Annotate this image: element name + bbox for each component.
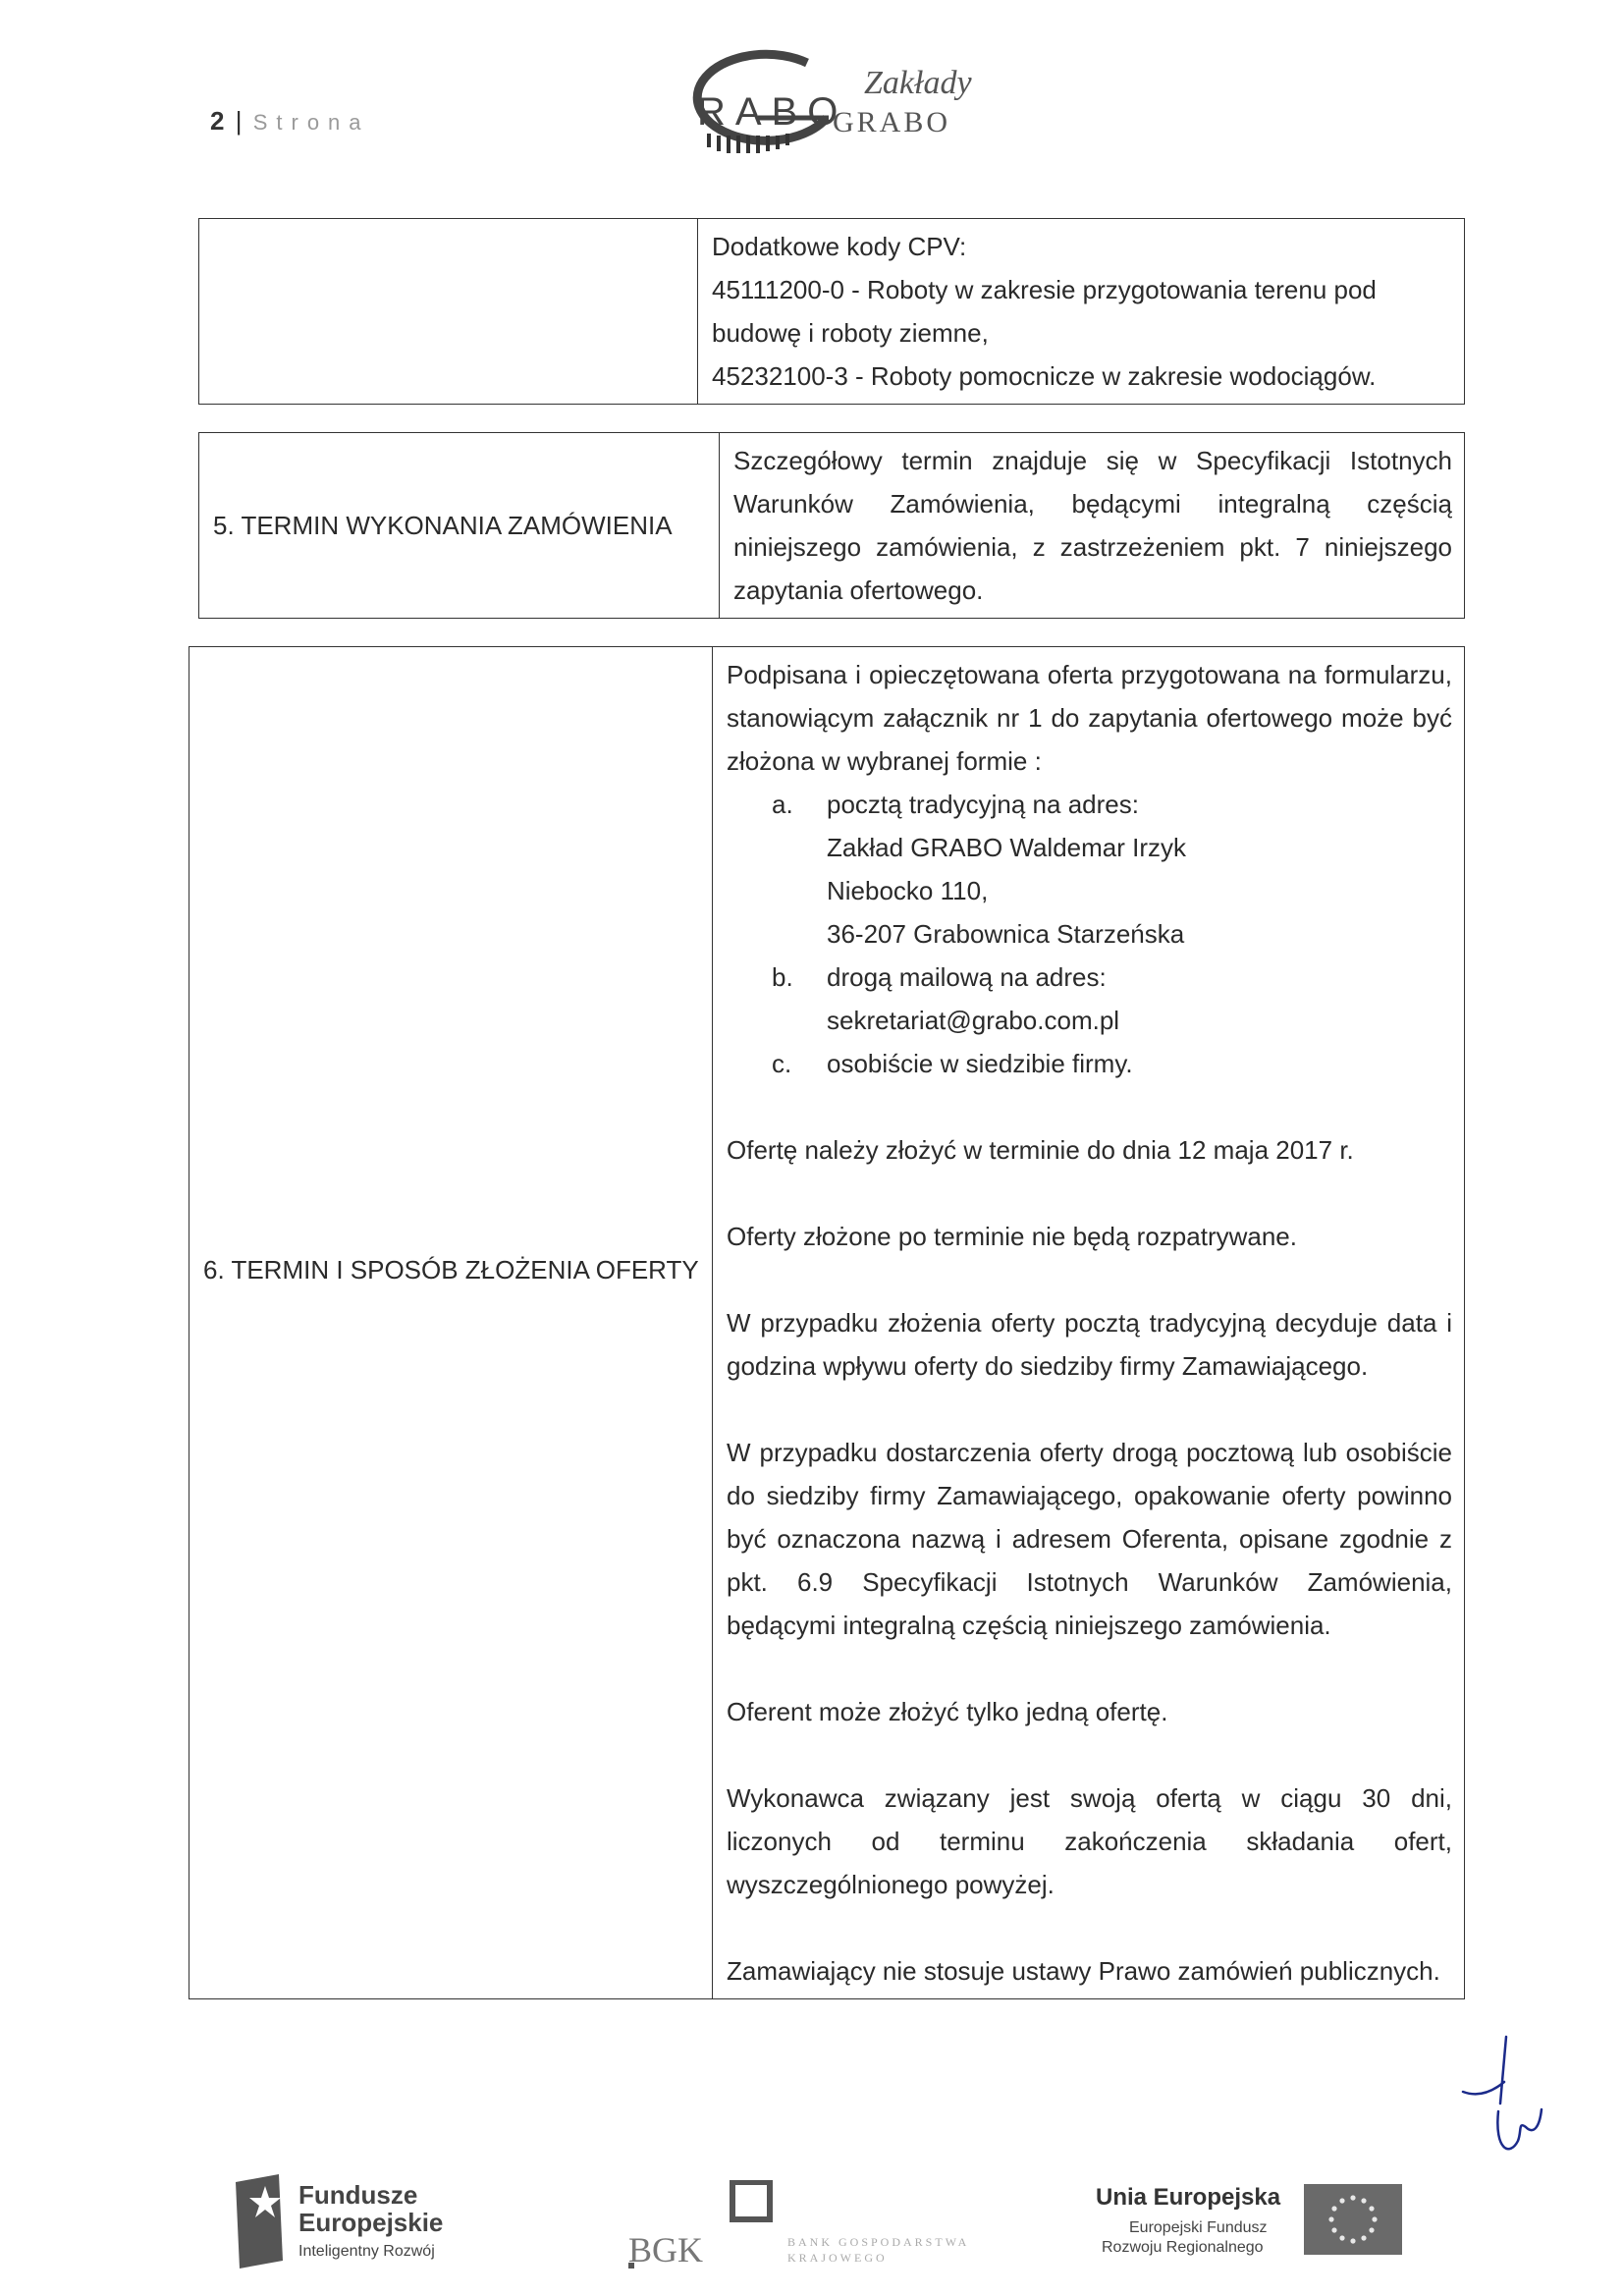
cpv-code-1: 45111200-0 - Roboty w zakresie przygotowania terenu pod budowę i roboty ziemne, — [712, 275, 1377, 348]
bgk-sub-1: BANK GOSPODARSTWA — [787, 2235, 970, 2249]
single-offer-paragraph: Oferent może złożyć tylko jedną ofertę. — [727, 1697, 1168, 1726]
section-5-table — [198, 432, 1465, 619]
logo-line-2: GRABO — [833, 106, 951, 138]
cpv-table — [198, 218, 1465, 405]
page-number-label — [210, 106, 370, 137]
cpv-content-cell — [698, 219, 1465, 405]
section-6-label — [189, 647, 713, 1999]
binding-period-paragraph: Wykonawca związany jest swoją ofertą w ciągu 30 dni, liczonych od terminu zakończenia składania ofert, wyszczególnionego powyżej. — [727, 1783, 1452, 1899]
address-line-3: 36-207 Grabownica Starzeńska — [827, 919, 1185, 949]
fe-line-3: Inteligentny Rozwój — [298, 2243, 435, 2260]
list-text: pocztą tradycyjną na adres: — [827, 790, 1139, 819]
cpv-code-2: 45232100-3 - Roboty pomocnicze w zakresie wodociągów. — [712, 361, 1377, 391]
logo-mark-text: RABO — [697, 90, 848, 134]
page-separator: | — [235, 106, 244, 136]
section-6-label-text: 6. TERMIN I SPOSÓB ZŁOŻENIA OFERTY — [203, 1255, 699, 1285]
list-item — [772, 956, 1452, 999]
page-word: Strona — [252, 110, 370, 135]
list-marker: b. — [772, 962, 793, 992]
company-logo — [660, 49, 994, 157]
fundusze-europejskie-logo — [226, 2172, 444, 2275]
late-offers-paragraph: Oferty złożone po terminie nie będą rozpatrywane. — [727, 1222, 1297, 1251]
eu-flag-icon — [1304, 2184, 1402, 2255]
fe-line-2: Europejskie — [298, 2208, 444, 2237]
bgk-logo — [628, 2180, 970, 2283]
ue-line-2: Europejski Fundusz — [1129, 2219, 1268, 2236]
procurement-law-paragraph: Zamawiający nie stosuje ustawy Prawo zamówień publicznych. — [727, 1956, 1440, 1986]
fe-line-1: Fundusze — [298, 2180, 418, 2210]
cpv-label-cell — [199, 219, 698, 405]
footer-logos — [0, 2160, 1623, 2278]
list-marker: a. — [772, 790, 793, 819]
cpv-heading: Dodatkowe kody CPV: — [712, 232, 967, 261]
list-item — [772, 1042, 1452, 1085]
address-line-1: Zakład GRABO Waldemar Irzyk — [827, 833, 1187, 862]
section-6-intro: Podpisana i opieczętowana oferta przygotowana na formularzu, stanowiącym załącznik nr 1 do zapytania ofertowego może być złożona w wybranej formie : — [727, 660, 1452, 776]
postal-paragraph: W przypadku złożenia oferty pocztą tradycyjną decyduje data i godzina wpływu oferty do siedziby firmy Zamawiającego. — [727, 1308, 1452, 1381]
section-6-table — [189, 646, 1465, 1999]
section-5-label: 5. TERMIN WYKONANIA ZAMÓWIENIA — [199, 433, 720, 619]
section-6-content — [713, 647, 1465, 1999]
list-text: drogą mailową na adres: — [827, 962, 1107, 992]
page-number: 2 — [210, 106, 227, 136]
bgk-name: BGK — [628, 2230, 704, 2269]
list-text: osobiście w siedzibie firmy. — [827, 1049, 1133, 1078]
section-5-text: Szczegółowy termin znajduje się w Specyfikacji Istotnych Warunków Zamówienia, będącymi integralną częścią niniejszego zamówienia, z zastrzeżeniem pkt. 7 niniejszego zapytania ofertowego. — [720, 433, 1465, 619]
email-address[interactable]: sekretariat@grabo.com.pl — [827, 1006, 1120, 1035]
packaging-paragraph: W przypadku dostarczenia oferty drogą pocztową lub osobiście do siedziby firmy Zamawiającego, opakowanie oferty powinno być oznaczona nazwą i adresem Oferenta, opisane zgodnie z pkt. 6.9 Specyfikacji Istotnych Warunków Zamówienia, będącymi integralną częścią niniejszego zamówienia. — [727, 1438, 1452, 1640]
bgk-sub-2: KRAJOWEGO — [787, 2251, 888, 2265]
list-item — [772, 783, 1452, 826]
ue-line-1: Unia Europejska — [1096, 2184, 1281, 2211]
logo-line-1: Zakłady — [864, 65, 972, 101]
list-marker: c. — [772, 1049, 792, 1078]
ue-line-3: Rozwoju Regionalnego — [1102, 2239, 1264, 2256]
fe-star-icon — [226, 2172, 289, 2270]
deadline-paragraph: Ofertę należy złożyć w terminie do dnia 12 maja 2017 r. — [727, 1135, 1354, 1165]
address-line-2: Niebocko 110, — [827, 876, 989, 905]
